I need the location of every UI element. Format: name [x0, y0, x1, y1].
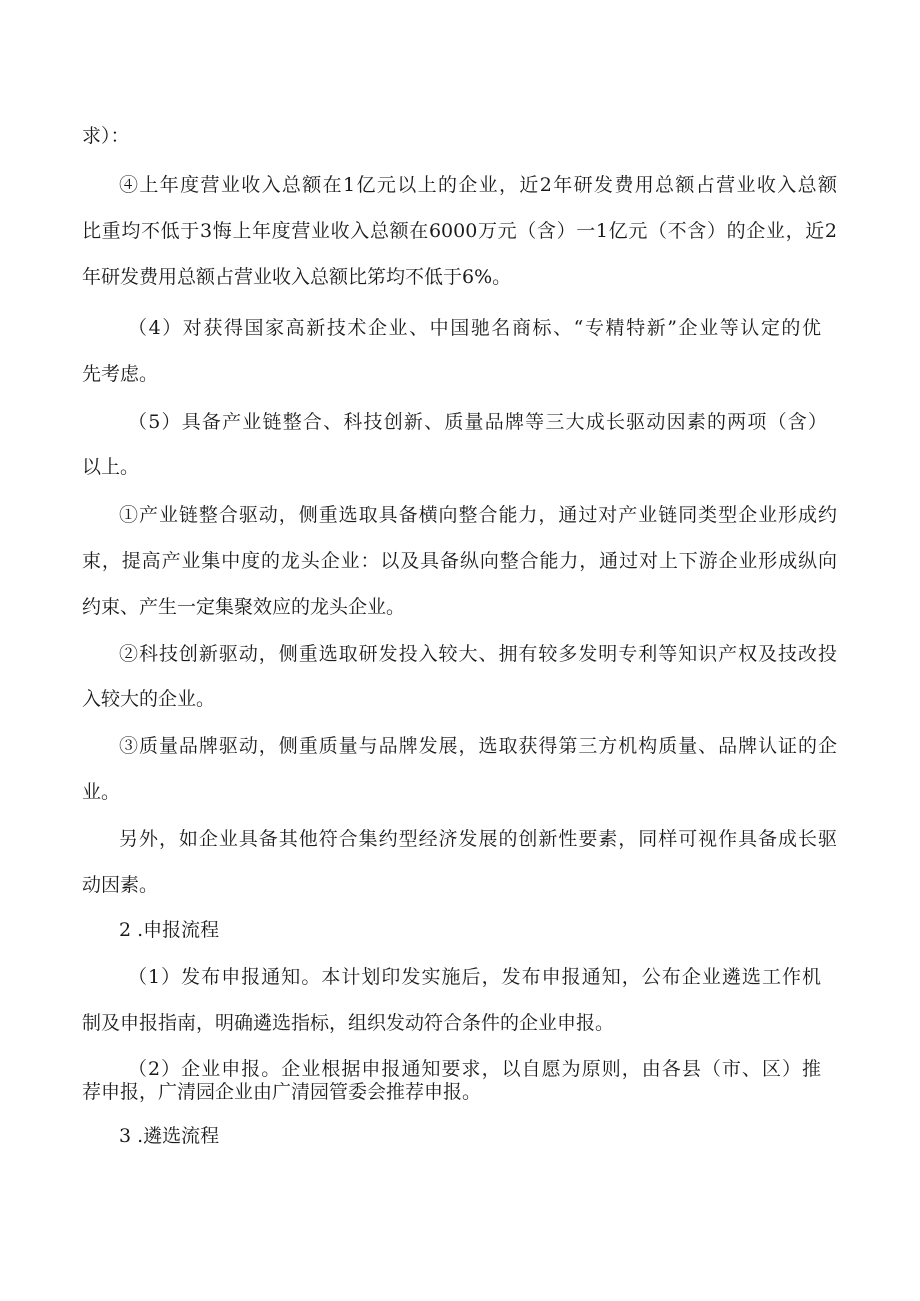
text-line-3: 比重均不低于3悔上年度营业收入总额在6000万元（含）一1亿元（不含）的企业，近2: [82, 220, 837, 242]
text-line-8: 以上。: [82, 456, 140, 478]
text-line-5: （4）对获得国家高新技术企业、中国驰名商标、“专精特新”企业等认定的优: [128, 317, 821, 339]
text-line-12: ②科技创新驱动，侧重选取研发投入较大、拥有较多发明专利等知识产权及技改投: [119, 643, 837, 665]
text-line-4: 年研发费用总额占营业收入总额比笫均不低于6%。: [82, 266, 512, 288]
text-line-9: ①产业链整合驱动，侧重选取具备横向整合能力，通过对产业链同类型企业形成约: [119, 504, 837, 526]
section-heading-3: 3 .遴选流程: [119, 1125, 220, 1147]
text-line-2: ④上年度营业收入总额在1亿元以上的企业，近2年研发费用总额占营业收入总额: [119, 174, 837, 196]
text-line-1: 求）：: [82, 125, 130, 147]
text-line-15: 业。: [82, 781, 121, 803]
text-line-17: 动因素。: [82, 874, 159, 896]
text-line-7: （5）具备产业链整合、科技创新、质量品牌等三大成长驱动因素的两项（含）: [128, 411, 827, 433]
text-line-14: ③质量品牌驱动，侧重质量与品牌发展，选取获得第三方机构质量、品牌认证的企: [119, 735, 837, 757]
text-line-10: 束，提高产业集中度的龙头企业：以及具备纵向整合能力，通过对上下游企业形成纵向: [82, 550, 837, 572]
text-line-22: 荐申报，广清园企业由广清园管委会推荐申报。: [82, 1081, 482, 1103]
text-line-16: 另外，如企业具备其他符合集约型经济发展的创新性要素，同样可视作具备成长驱: [119, 828, 837, 850]
text-line-19: （1）发布申报通知。本计划印发实施后，发布申报通知，公布企业遴选工作机: [128, 966, 821, 988]
text-line-13: 入较大的企业。: [82, 688, 216, 710]
text-line-20: 制及申报指南，明确遴选指标，组织发动符合条件的企业申报。: [82, 1012, 615, 1034]
section-heading-2: 2 .申报流程: [119, 919, 220, 941]
text-line-6: 先考虑。: [82, 363, 159, 385]
text-line-21: （2）企业申报。企业根据申报通知要求，以自愿为原则，由各县（市、区）推: [128, 1058, 821, 1080]
text-line-11: 约束、产生一定集聚效应的龙头企业。: [82, 596, 406, 618]
